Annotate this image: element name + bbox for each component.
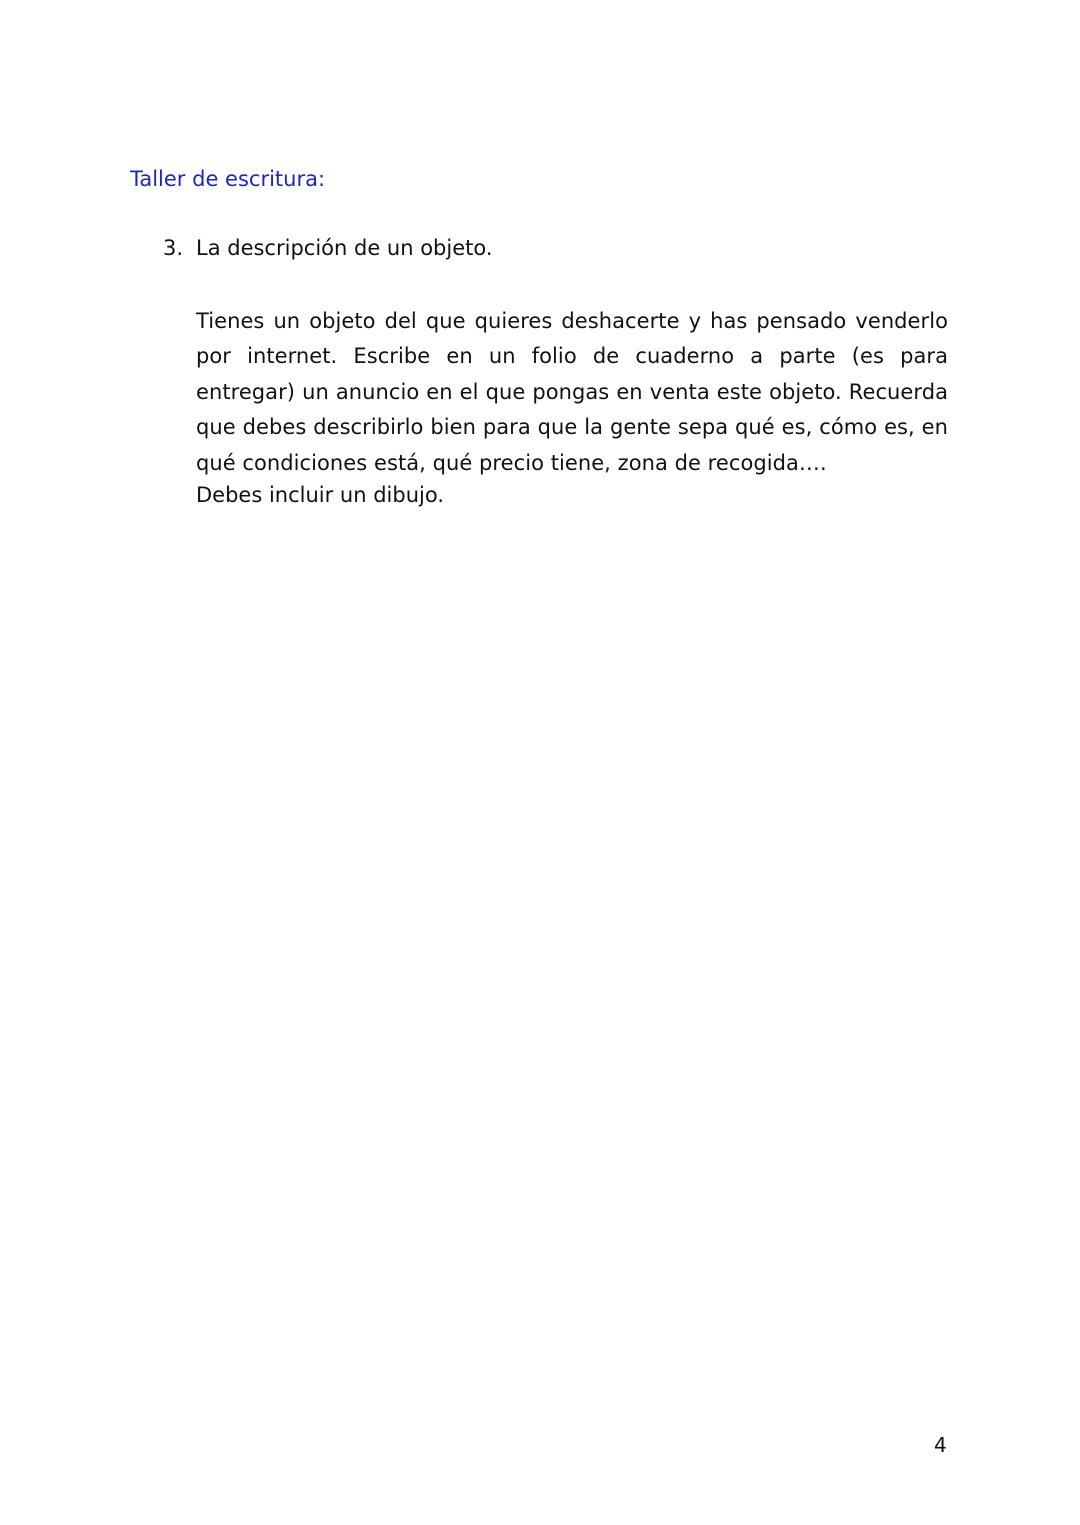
list-number: 3. bbox=[163, 236, 184, 260]
drawing-instruction: Debes incluir un dibujo. bbox=[196, 483, 445, 507]
list-item-title: La descripción de un objeto. bbox=[196, 236, 493, 260]
list-item bbox=[163, 233, 953, 263]
instructions-paragraph: Tienes un objeto del que quieres deshacerte y has pensado venderlo por internet. Escribe en un folio de cuaderno a parte (es para entregar) un anuncio en el que pongas en venta este objeto. Recuerda que debes describirlo bien para que la gente sepa qué es, cómo es, en qué condiciones está, qué precio tiene, zona de recogida…. bbox=[196, 309, 948, 475]
section-title: Taller de escritura: bbox=[130, 167, 326, 191]
page-number: 4 bbox=[934, 1433, 947, 1457]
